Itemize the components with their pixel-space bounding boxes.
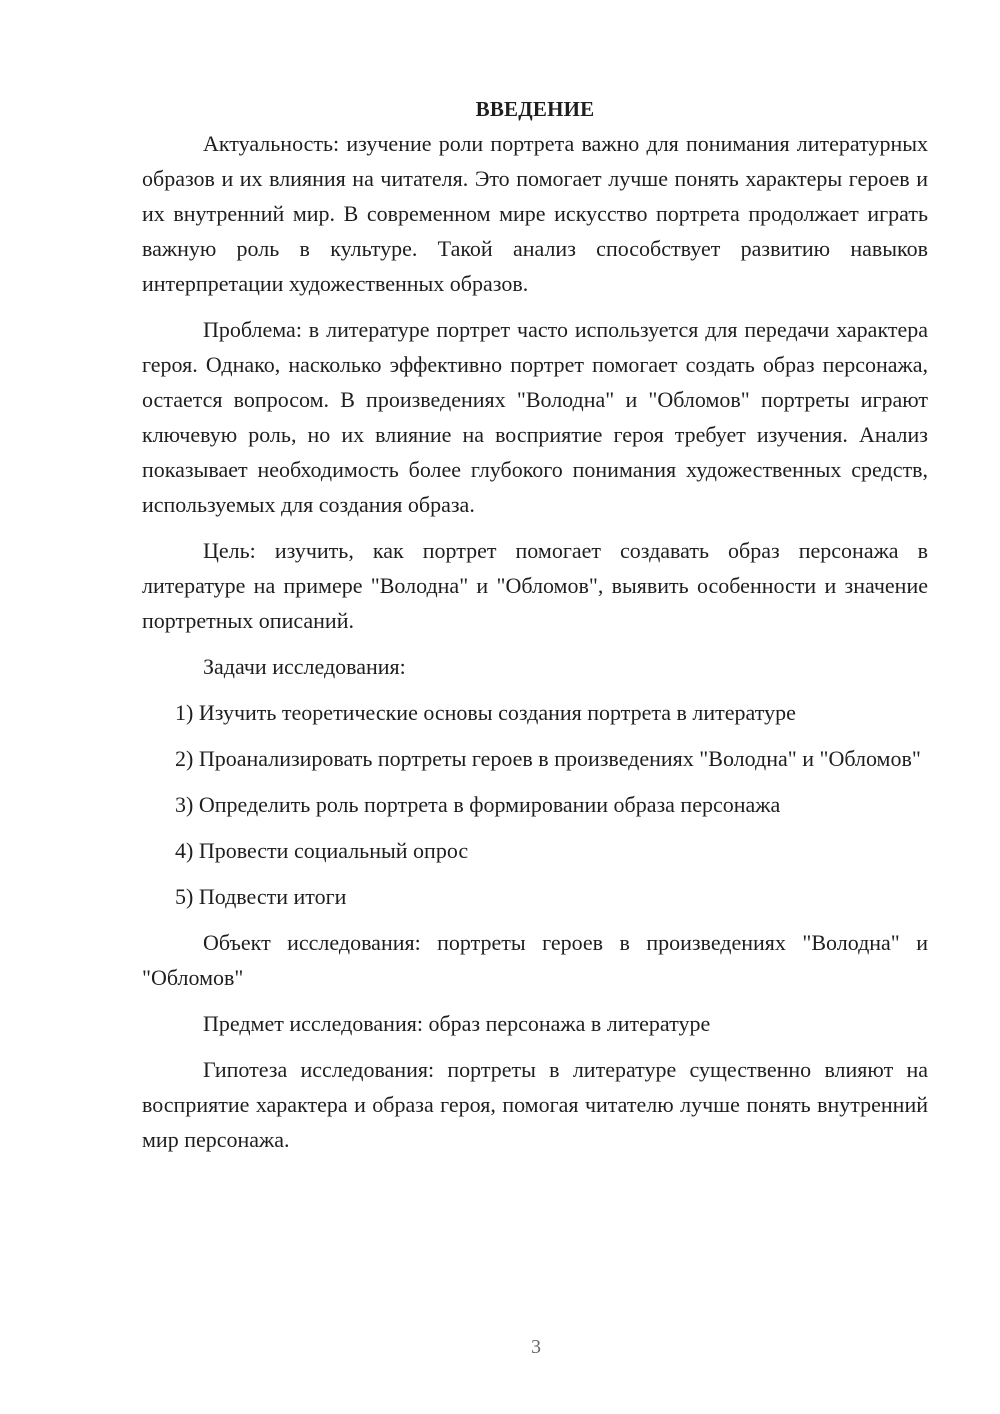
paragraph-object: Объект исследования: портреты героев в произведениях "Володна" и "Обломов" bbox=[142, 930, 928, 990]
list-item-task-2: 2) Проанализировать портреты героев в произведениях "Володна" и "Обломов" bbox=[175, 746, 921, 771]
paragraph-subject: Предмет исследования: образ персонажа в литературе bbox=[203, 1011, 711, 1036]
paragraph-tasks-heading: Задачи исследования: bbox=[203, 654, 406, 679]
section-title: ВВЕДЕНИЕ bbox=[475, 97, 595, 121]
page-number: 3 bbox=[531, 1336, 541, 1358]
paragraph-hypothesis: Гипотеза исследования: портреты в литературе существенно влияют на восприятие характера и образа героя, помогая читателю лучше понять внутренний мир персонажа. bbox=[142, 1057, 928, 1152]
paragraph-problem: Проблема: в литературе портрет часто используется для передачи характера героя. Однако, насколько эффективно портрет помогает создать образ персонажа, остается вопросом. В произведениях "Володна" и "Обломов" портреты играют ключевую роль, но их влияние на восприятие героя требует изучения. Анализ показывает необходимость более глубокого понимания художественных средств, используемых для создания образа. bbox=[142, 317, 928, 517]
paragraph-goal: Цель: изучить, как портрет помогает создавать образ персонажа в литературе на примере "Володна" и "Обломов", выявить особенности и значение портретных описаний. bbox=[142, 538, 928, 633]
list-item-task-5: 5) Подвести итоги bbox=[175, 884, 347, 909]
tasks-list bbox=[142, 695, 928, 914]
paragraph-relevance: Актуальность: изучение роли портрета важно для понимания литературных образов и их влияния на читателя. Это помогает лучше понять характеры героев и их внутренний мир. В современном мире искусство портрета продолжает играть важную роль в культуре. Такой анализ способствует развитию навыков интерпретации художественных образов. bbox=[142, 131, 928, 296]
list-item-task-4: 4) Провести социальный опрос bbox=[175, 838, 469, 863]
document-page bbox=[142, 92, 928, 1168]
list-item-task-3: 3) Определить роль портрета в формировании образа персонажа bbox=[175, 792, 781, 817]
list-item-task-1: 1) Изучить теоретические основы создания портрета в литературе bbox=[175, 700, 796, 725]
